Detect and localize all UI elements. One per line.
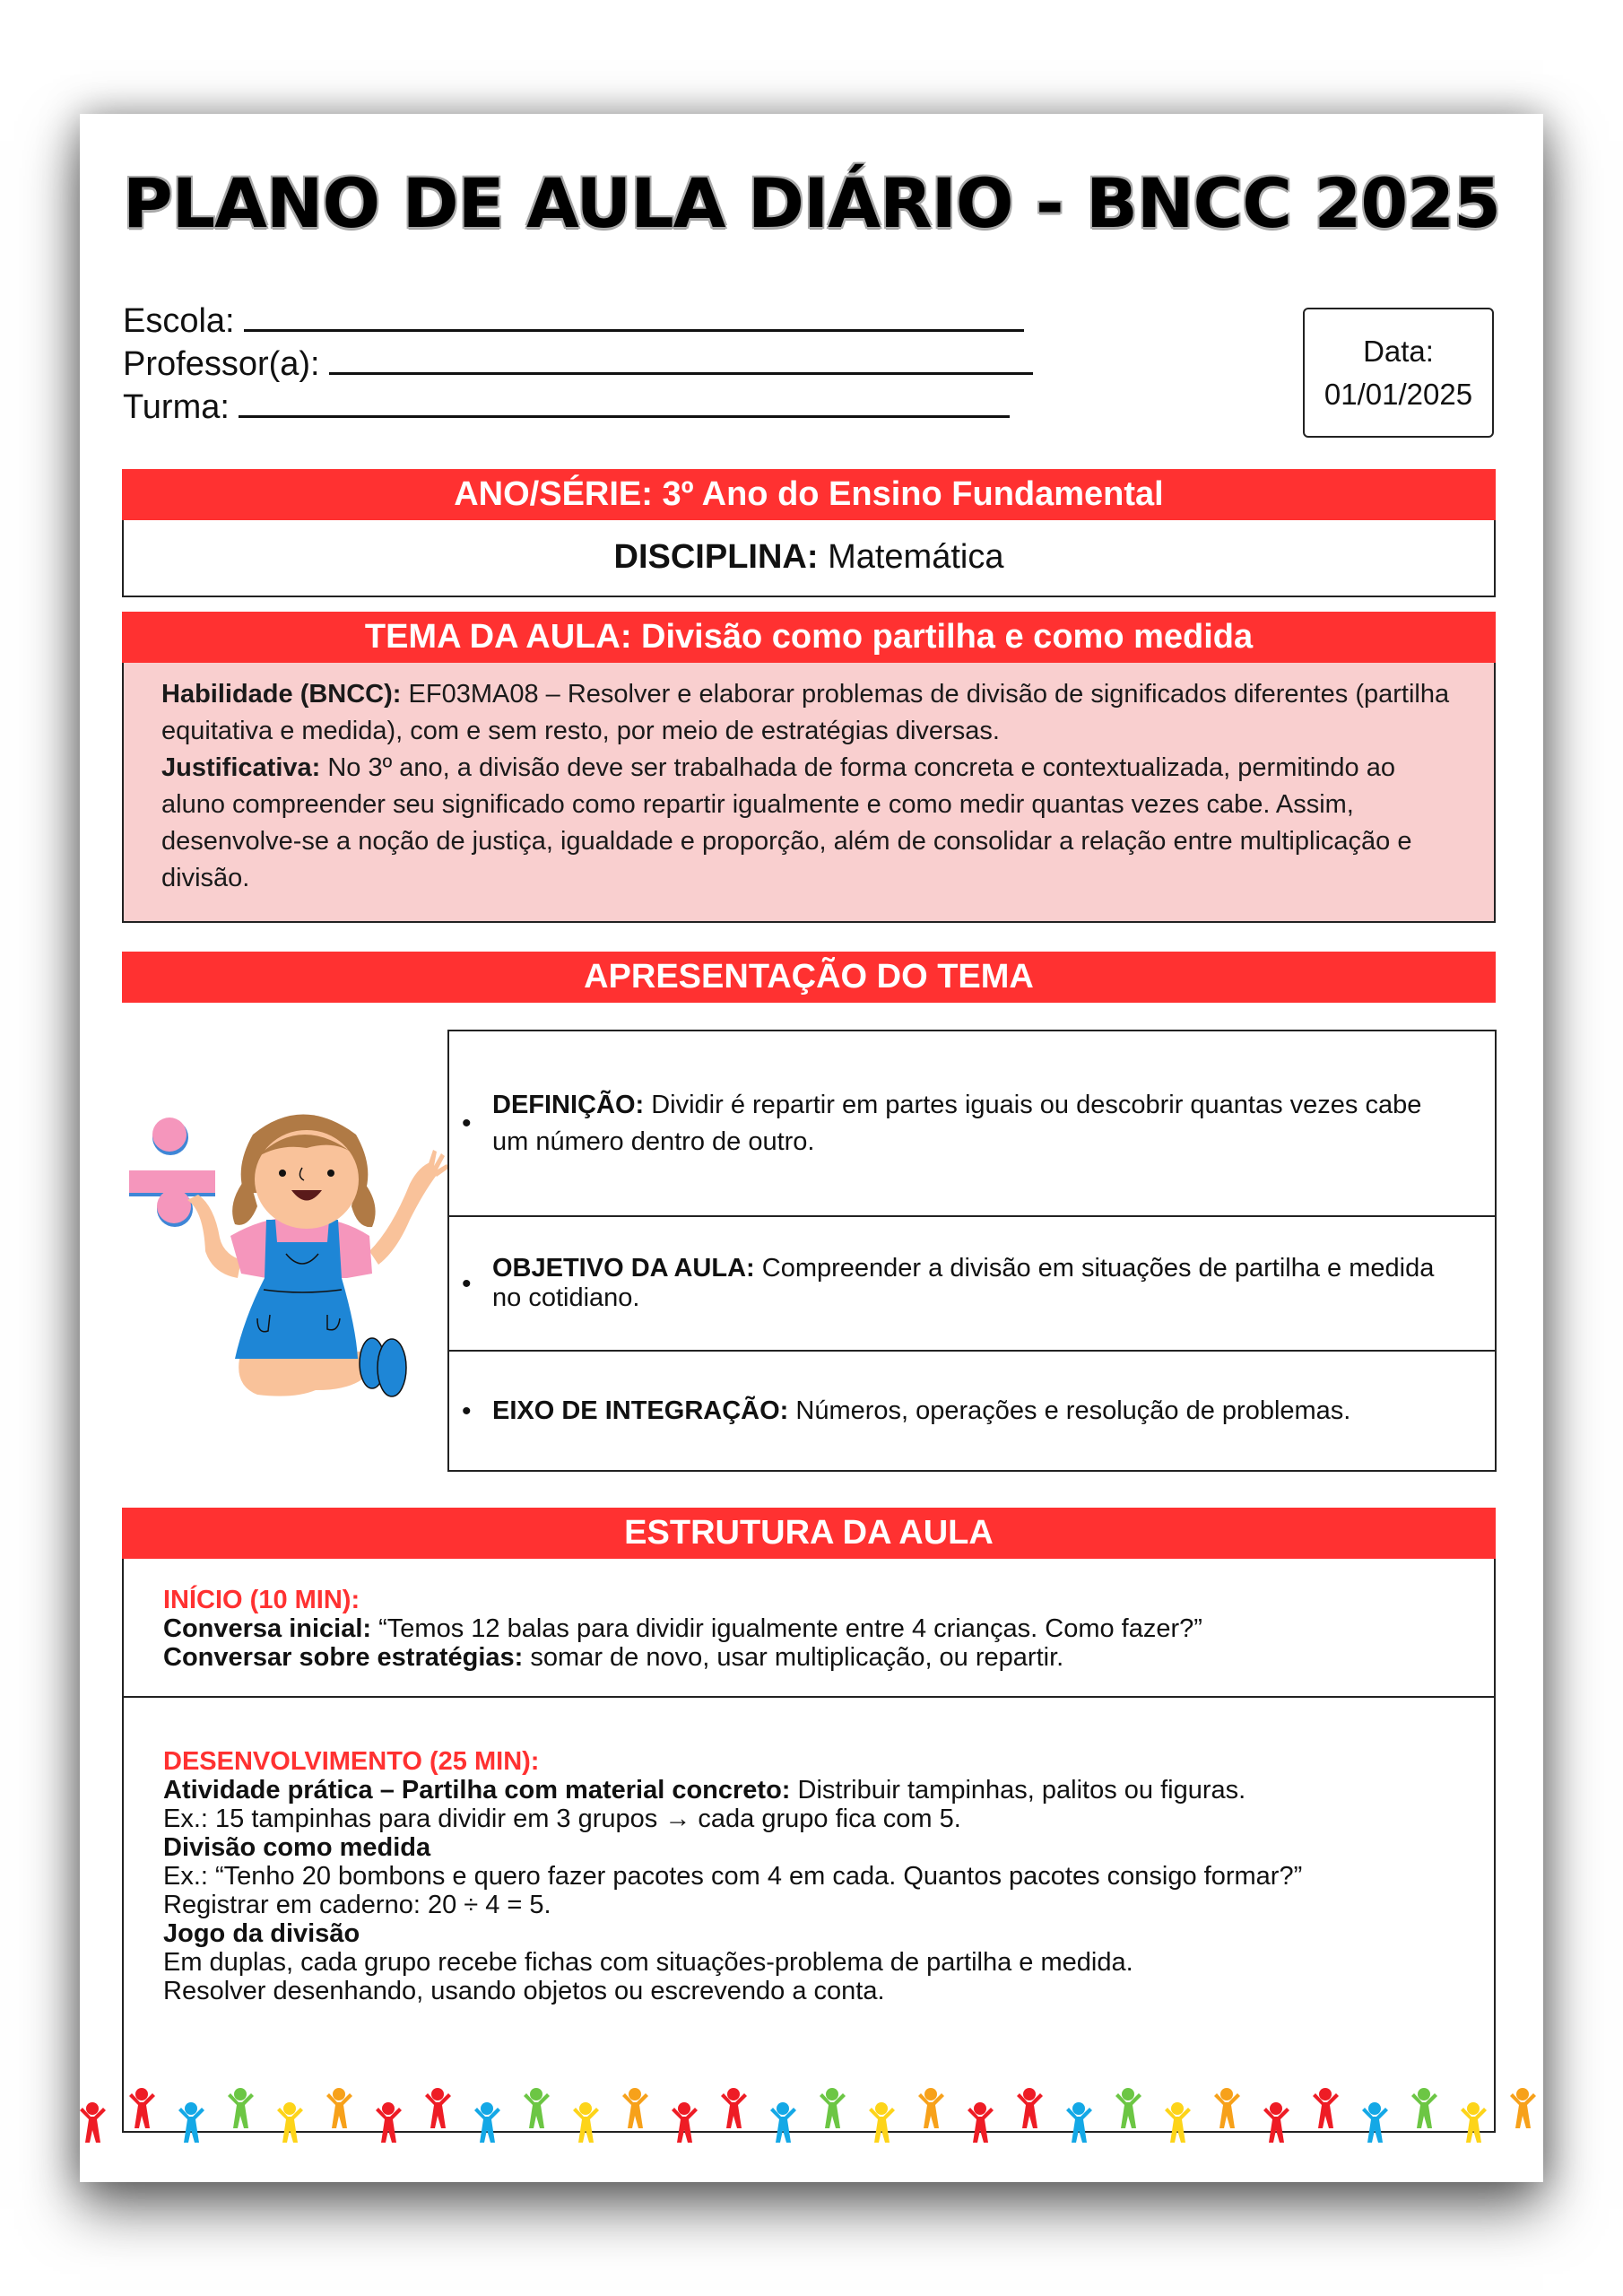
- field-professor[interactable]: [123, 342, 1033, 387]
- dev-line: [163, 1833, 1494, 1862]
- dev-line: [163, 1776, 1494, 1805]
- tema-band: TEMA DA AULA: Divisão como partilha e como medida: [122, 612, 1496, 663]
- item-label: DEFINIÇÃO:: [492, 1090, 645, 1119]
- line-body: Ex.: 15 tampinhas para dividir em 3 grupos → cada grupo fica com 5.: [163, 1805, 961, 1833]
- disciplina-box: [122, 520, 1496, 597]
- item-label: OBJETIVO DA AULA:: [492, 1254, 755, 1283]
- person-figure-icon: [869, 2102, 895, 2143]
- person-figure-icon: [622, 2088, 648, 2128]
- bullet-icon: •: [462, 1268, 472, 1299]
- apresentacao-band: APRESENTAÇÃO DO TEMA: [122, 952, 1496, 1003]
- fill-line[interactable]: [329, 345, 1033, 375]
- person-figure-icon: [1165, 2102, 1191, 2143]
- person-figure-icon: [178, 2102, 204, 2143]
- bullet-icon: •: [462, 1396, 472, 1426]
- line-body: Em duplas, cada grupo recebe fichas com situações-problema de partilha e medida.: [163, 1948, 1133, 1977]
- person-figure-icon: [80, 2102, 106, 2143]
- bullet-icon: •: [462, 1109, 472, 1138]
- line-body: somar de novo, usar multiplicação, ou repartir.: [523, 1643, 1064, 1672]
- item-text: [492, 1254, 1459, 1313]
- lesson-plan-page: [80, 114, 1543, 2182]
- habilidade-label: Habilidade (BNCC):: [161, 680, 402, 709]
- person-figure-icon: [1214, 2088, 1240, 2128]
- field-turma[interactable]: [123, 385, 1010, 430]
- presentation-item-definicao: [449, 1031, 1495, 1217]
- dev-line: [163, 1805, 1494, 1833]
- date-value: 01/01/2025: [1324, 377, 1473, 411]
- person-figure-icon: [1263, 2102, 1289, 2143]
- inicio-line: [163, 1614, 1494, 1643]
- field-label: Professor(a):: [123, 345, 320, 383]
- item-label: EIXO DE INTEGRAÇÃO:: [492, 1396, 789, 1425]
- field-label: Turma:: [123, 388, 230, 426]
- person-figure-icon: [129, 2088, 155, 2128]
- date-label: Data:: [1363, 334, 1434, 368]
- line-body: “Temos 12 balas para dividir igualmente entre 4 crianças. Como fazer?”: [371, 1614, 1202, 1643]
- dev-line: [163, 1919, 1494, 1948]
- field-escola[interactable]: [123, 299, 1024, 344]
- line-body: Registrar em caderno: 20 ÷ 4 = 5.: [163, 1891, 551, 1919]
- date-box: [1303, 308, 1494, 438]
- person-figure-icon: [1066, 2102, 1092, 2143]
- person-figure-icon: [1411, 2088, 1437, 2128]
- person-figure-icon: [326, 2088, 352, 2128]
- justificativa-body: No 3º ano, a divisão deve ser trabalhada de forma concreta e contextualizada, permitindo ao aluno compreender seu significado como repartir igualmente e como medir quantas vezes cabe. Assim, desenvolve-se a noção de justiça, igualdade e proporção, além de consolidar a relação entre multiplicação e divisão.: [161, 753, 1412, 892]
- person-figure-icon: [1115, 2088, 1141, 2128]
- person-figure-icon: [1017, 2088, 1043, 2128]
- item-text: [492, 1393, 1350, 1430]
- item-body: Compreender a divisão em situações de partilha e medida no cotidiano.: [492, 1254, 1435, 1312]
- inicio-section: [124, 1586, 1494, 1698]
- person-figure-icon: [770, 2102, 796, 2143]
- estrutura-box: [122, 1559, 1496, 2133]
- page-title: PLANO DE AULA DIÁRIO - BNCC 2025: [122, 163, 1501, 243]
- fill-line[interactable]: [239, 388, 1010, 418]
- disciplina-value: Matemática: [818, 538, 1004, 576]
- dev-line: [163, 1977, 1494, 2005]
- item-body: Dividir é repartir em partes iguais ou descobrir quantas vezes cabe um número dentro de outro.: [492, 1090, 1422, 1156]
- line-body: Distribuir tampinhas, palitos ou figuras.: [790, 1776, 1246, 1805]
- line-label: Conversar sobre estratégias:: [163, 1643, 524, 1672]
- girl-illustration: [123, 1094, 473, 1404]
- line-body: Ex.: “Tenho 20 bombons e quero fazer pacotes com 4 em cada. Quantos pacotes consigo formar?”: [163, 1862, 1303, 1891]
- person-figure-icon: [820, 2088, 846, 2128]
- person-figure-icon: [918, 2088, 944, 2128]
- person-figure-icon: [1510, 2088, 1536, 2128]
- justificativa-label: Justificativa:: [161, 753, 321, 782]
- ano-serie-band: ANO/SÉRIE: 3º Ano do Ensino Fundamental: [122, 469, 1496, 520]
- justificativa-text: [161, 750, 1456, 897]
- item-body: Números, operações e resolução de problemas.: [788, 1396, 1351, 1425]
- person-figure-icon: [721, 2088, 747, 2128]
- dev-line: [163, 1948, 1494, 1977]
- dev-line: [163, 1891, 1494, 1919]
- person-figure-icon: [1461, 2102, 1487, 2143]
- line-body: Resolver desenhando, usando objetos ou escrevendo a conta.: [163, 1977, 885, 2005]
- item-text: [492, 1087, 1459, 1161]
- inicio-title: INÍCIO (10 MIN):: [163, 1586, 360, 1614]
- person-figure-icon: [474, 2102, 500, 2143]
- person-figure-icon: [228, 2088, 254, 2128]
- tema-box: [122, 663, 1496, 923]
- presentation-item-eixo: [449, 1352, 1495, 1470]
- line-label: Divisão como medida: [163, 1833, 431, 1862]
- person-figure-icon: [425, 2088, 451, 2128]
- person-figure-icon: [968, 2102, 994, 2143]
- person-figure-icon: [672, 2102, 698, 2143]
- disciplina-label: DISCIPLINA:: [613, 538, 819, 576]
- habilidade-body: EF03MA08 – Resolver e elaborar problemas de divisão de significados diferentes (partilha equitativa e medida), com e sem resto, por meio de estratégias diversas.: [161, 680, 1450, 745]
- desenvolvimento-section: [124, 1747, 1494, 2005]
- inicio-line: [163, 1643, 1494, 1672]
- line-label: Conversa inicial:: [163, 1614, 372, 1643]
- person-figure-icon: [376, 2102, 402, 2143]
- section-divider: [124, 1696, 1494, 1698]
- field-label: Escola:: [123, 302, 235, 340]
- person-figure-icon: [524, 2088, 550, 2128]
- presentation-table: [447, 1030, 1497, 1472]
- person-figure-icon: [277, 2102, 303, 2143]
- line-label: Atividade prática – Partilha com material concreto:: [163, 1776, 791, 1805]
- line-label: Jogo da divisão: [163, 1919, 360, 1948]
- estrutura-band: ESTRUTURA DA AULA: [122, 1508, 1496, 1559]
- person-figure-icon: [573, 2102, 599, 2143]
- habilidade-text: [161, 676, 1456, 750]
- people-border-decoration: [80, 2087, 1543, 2159]
- presentation-item-objetivo: [449, 1217, 1495, 1352]
- person-figure-icon: [1313, 2088, 1339, 2128]
- fill-line[interactable]: [244, 302, 1024, 332]
- person-figure-icon: [1362, 2102, 1388, 2143]
- desenvolvimento-title: DESENVOLVIMENTO (25 MIN):: [163, 1747, 540, 1776]
- dev-line: [163, 1862, 1494, 1891]
